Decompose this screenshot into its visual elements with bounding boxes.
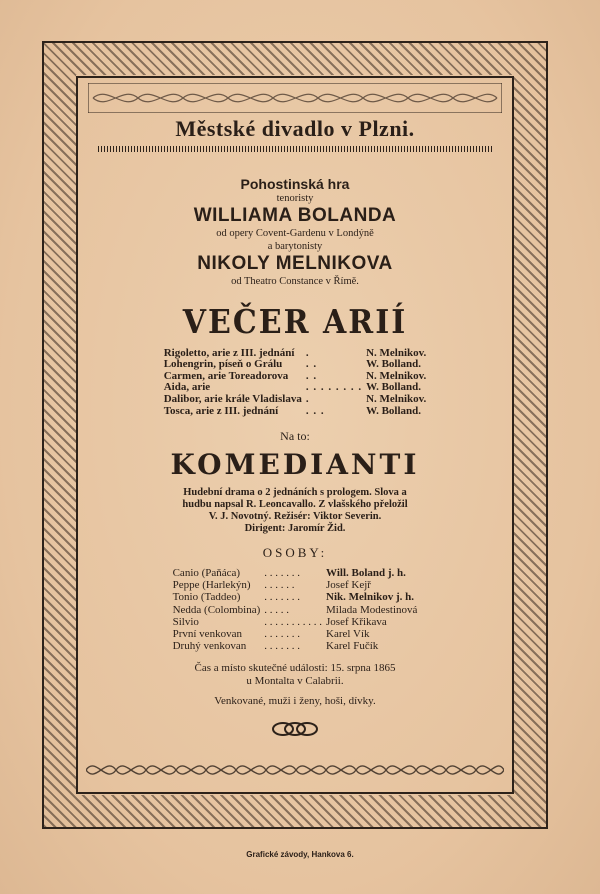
program-title: VEČER ARIÍ xyxy=(182,303,408,342)
cast-role: Tonio (Taddeo) xyxy=(172,591,241,604)
leader-dots: . . . . . . . . xyxy=(305,381,363,394)
cast-actor: Karel Fučík xyxy=(326,639,379,652)
extras-note: Venkované, muži i ženy, hoši, dívky. xyxy=(214,695,376,708)
opera-desc-line: Dirigent: Jaromír Žid. xyxy=(244,523,346,535)
cast-actor: Will. Boland j. h. xyxy=(326,567,406,580)
cast-role: Silvio xyxy=(172,615,199,628)
program-piece: Dalibor, arie krále Vladislava xyxy=(163,392,302,405)
leader-dots: . . . . . . . xyxy=(264,567,301,580)
cast-row xyxy=(171,628,420,640)
tenor-name: WILLIAMA BOLANDA xyxy=(193,205,397,227)
leader-dots: . . xyxy=(305,369,318,382)
program-piece: Aida, arie xyxy=(163,381,211,394)
theatre-title: Městské divadlo v Plzni. xyxy=(175,116,415,141)
knot-ornament-icon xyxy=(270,721,320,737)
then-label: Na to: xyxy=(280,429,310,444)
leader-dots: . . . . . xyxy=(264,603,290,616)
program-row xyxy=(162,394,429,406)
cast-actor: Milada Modestinová xyxy=(326,603,418,616)
bottom-ornament-band xyxy=(86,753,504,787)
program-singer: N. Melnikov. xyxy=(366,369,427,382)
opera-title: KOMEDIANTI xyxy=(170,448,420,482)
leader-dots: . . . . . . . xyxy=(264,591,301,604)
cast-row xyxy=(171,591,420,603)
leader-dots: . xyxy=(305,346,310,359)
program-row xyxy=(162,406,429,418)
cast-row xyxy=(171,567,420,579)
cast-role: Canio (Paňáca) xyxy=(172,567,241,580)
program-singer: N. Melnikov. xyxy=(366,346,427,359)
cast-list xyxy=(171,567,420,652)
guest-heading: Pohostinská hra xyxy=(240,176,350,192)
program-piece: Carmen, arie Toreadorova xyxy=(163,369,289,382)
opera-desc-line: V. J. Novotný. Režisér: Viktor Severin. xyxy=(208,511,382,523)
program-singer: W. Bolland. xyxy=(366,381,422,394)
cast-role: Nedda (Colombina) xyxy=(172,603,261,616)
leader-dots: . . xyxy=(305,358,318,371)
program-singer: W. Bolland. xyxy=(366,358,422,371)
program-piece: Tosca, arie z III. jednání xyxy=(163,404,279,417)
setting-note xyxy=(86,662,504,687)
leader-dots: . xyxy=(305,392,310,405)
top-ornament-band xyxy=(88,83,502,113)
leader-dots: . . . . . . xyxy=(264,579,295,592)
leader-dots: . . . xyxy=(305,404,325,417)
poster-content xyxy=(86,110,504,750)
cast-role: První venkovan xyxy=(172,627,242,640)
cast-row xyxy=(171,579,420,591)
printer-imprint: Grafické závody, Hankova 6. xyxy=(246,850,354,859)
baritone-label: a barytonisty xyxy=(267,240,323,252)
program-piece: Rigoletto, arie z III. jednání xyxy=(163,346,295,359)
opera-description xyxy=(86,487,504,535)
program-list xyxy=(162,348,429,417)
cast-role: Druhý venkovan xyxy=(172,639,247,652)
program-singer: N. Melnikov. xyxy=(366,392,427,405)
cast-actor: Josef Kejř xyxy=(326,579,371,592)
leader-dots: . . . . . . . . . . . xyxy=(264,615,323,628)
program-piece: Lohengrin, píseň o Grálu xyxy=(163,358,283,371)
baritone-name: NIKOLY MELNIKOVA xyxy=(197,253,393,275)
setting-line: Čas a místo skutečné události: 15. srpna 1865 xyxy=(194,661,396,674)
program-singer: W. Bolland. xyxy=(366,404,422,417)
cast-row xyxy=(171,640,420,652)
cast-heading: OSOBY: xyxy=(262,545,328,561)
cast-actor: Karel Vík xyxy=(326,627,370,640)
leader-dots: . . . . . . . xyxy=(264,639,301,652)
cast-row xyxy=(171,616,420,628)
tenor-origin: od opery Covent-Gardenu v Londýně xyxy=(216,228,374,240)
baritone-origin: od Theatro Constance v Římě. xyxy=(231,276,359,288)
tenor-label: tenoristy xyxy=(276,192,314,204)
leader-dots: . . . . . . . xyxy=(264,627,301,640)
cast-row xyxy=(171,604,420,616)
opera-desc-line: Hudební drama o 2 jednáních s prologem. Slova a xyxy=(183,487,407,499)
setting-line: u Montalta v Calabrii. xyxy=(246,674,344,687)
cast-actor: Nik. Melnikov j. h. xyxy=(326,591,415,604)
cast-role: Peppe (Harlekýn) xyxy=(172,579,251,592)
cast-actor: Josef Křikava xyxy=(326,615,387,628)
title-underline xyxy=(98,146,492,152)
opera-desc-line: hudbu napsal R. Leoncavallo. Z vlašského přeložil xyxy=(182,499,408,511)
